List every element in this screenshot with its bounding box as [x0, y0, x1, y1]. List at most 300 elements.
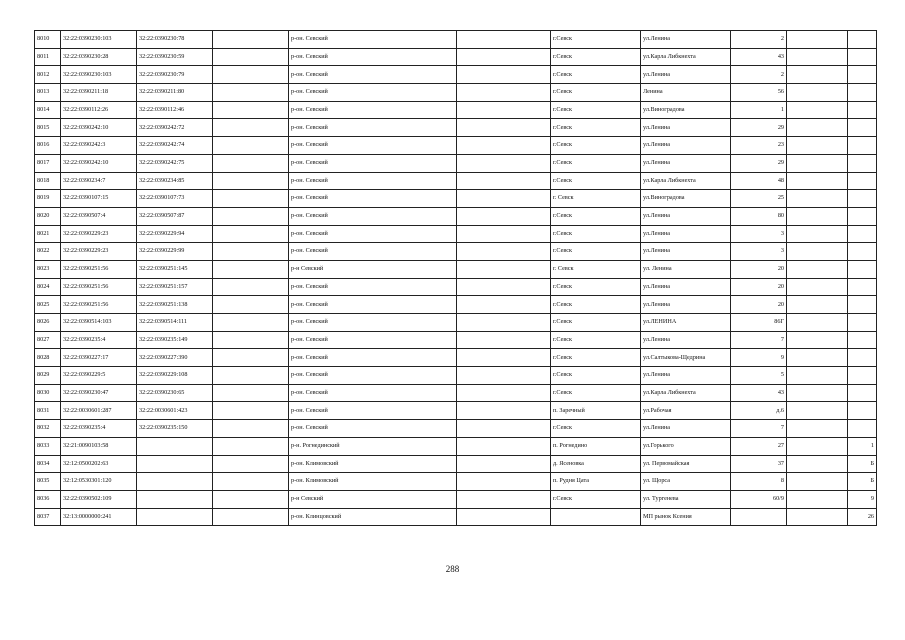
cell-blank-column-3: [787, 278, 848, 296]
cell-blank-column-3: [787, 207, 848, 225]
table-row: [35, 349, 877, 367]
cell-cadastral-number: 32:22:0390230:47: [61, 384, 137, 402]
cell-blank-column: [213, 207, 289, 225]
cell-object-cadastral-number: 32:22:0390230:65: [137, 384, 213, 402]
cell-extra-number: [848, 331, 877, 349]
cell-cadastral-number: 32:12:0500202:63: [61, 455, 137, 473]
cell-extra-number: Б: [848, 473, 877, 491]
cell-object-cadastral-number: 32:22:0390242:74: [137, 137, 213, 155]
cell-blank-column: [213, 420, 289, 438]
cell-blank-column-2: [457, 402, 551, 420]
cell-street: ул.Ленина: [641, 296, 731, 314]
cell-blank-column-3: [787, 48, 848, 66]
cell-cadastral-number: 32:22:0390507:4: [61, 207, 137, 225]
cell-object-cadastral-number: 32:22:0390230:59: [137, 48, 213, 66]
cell-extra-number: [848, 349, 877, 367]
cell-street: ул.Ленина: [641, 31, 731, 49]
cell-blank-column-3: [787, 101, 848, 119]
cell-extra-number: [848, 119, 877, 137]
cell-extra-number: [848, 278, 877, 296]
cell-cadastral-number: 32:22:0390229:5: [61, 367, 137, 385]
cell-row-number: 8020: [35, 207, 61, 225]
cell-object-cadastral-number: 32:22:0390211:80: [137, 84, 213, 102]
cell-district: р-он. Севский: [289, 367, 457, 385]
cell-blank-column-3: [787, 66, 848, 84]
cell-blank-column-3: [787, 331, 848, 349]
cell-district: р-он. Севский: [289, 119, 457, 137]
cell-street: ул.Ленина: [641, 225, 731, 243]
cell-blank-column: [213, 119, 289, 137]
cell-locality: г. Севск: [551, 260, 641, 278]
cell-blank-column-2: [457, 455, 551, 473]
cell-row-number: 8029: [35, 367, 61, 385]
cell-locality: г. Севск: [551, 190, 641, 208]
cell-house-number: 9: [731, 349, 787, 367]
cell-locality: п. Рудня Цата: [551, 473, 641, 491]
cell-row-number: 8036: [35, 490, 61, 508]
cell-blank-column-2: [457, 349, 551, 367]
cell-house-number: 48: [731, 172, 787, 190]
table-row: [35, 101, 877, 119]
cell-blank-column: [213, 154, 289, 172]
cell-object-cadastral-number: 32:22:0390507:87: [137, 207, 213, 225]
cell-blank-column: [213, 84, 289, 102]
cell-blank-column-3: [787, 296, 848, 314]
cell-object-cadastral-number: 32:22:0390242:75: [137, 154, 213, 172]
cell-cadastral-number: 32:22:0390230:103: [61, 66, 137, 84]
cell-street: Ленина: [641, 84, 731, 102]
cell-cadastral-number: 32:22:0390230:103: [61, 31, 137, 49]
cell-blank-column: [213, 490, 289, 508]
cell-district: р-он. Севский: [289, 101, 457, 119]
cell-blank-column: [213, 455, 289, 473]
cell-street: ул.Ленина: [641, 420, 731, 438]
cell-cadastral-number: 32:22:0390235:4: [61, 331, 137, 349]
table-row: [35, 243, 877, 261]
cell-blank-column-2: [457, 473, 551, 491]
cell-cadastral-number: 32:22:0390235:4: [61, 420, 137, 438]
cell-house-number: 56: [731, 84, 787, 102]
cell-blank-column: [213, 260, 289, 278]
cell-row-number: 8019: [35, 190, 61, 208]
cell-extra-number: [848, 66, 877, 84]
cell-street: ул.ЛЕНИНА: [641, 314, 731, 332]
cell-locality: г.Севск: [551, 243, 641, 261]
cell-blank-column-3: [787, 225, 848, 243]
cell-locality: г.Севск: [551, 48, 641, 66]
cell-blank-column-2: [457, 31, 551, 49]
cell-house-number: 86Г: [731, 314, 787, 332]
cell-street: ул. Щорса: [641, 473, 731, 491]
cell-blank-column-3: [787, 349, 848, 367]
cell-row-number: 8034: [35, 455, 61, 473]
cell-cadastral-number: 32:22:0390227:17: [61, 349, 137, 367]
cell-blank-column-2: [457, 48, 551, 66]
cell-extra-number: [848, 260, 877, 278]
cell-blank-column-3: [787, 119, 848, 137]
cell-district: р-он. Севский: [289, 296, 457, 314]
cell-row-number: 8027: [35, 331, 61, 349]
cell-locality: д. Ясеновка: [551, 455, 641, 473]
table-row: [35, 367, 877, 385]
cell-house-number: 2: [731, 66, 787, 84]
cell-district: р-он. Севский: [289, 402, 457, 420]
cell-blank-column: [213, 137, 289, 155]
table-row: [35, 331, 877, 349]
cell-object-cadastral-number: 32:22:0390235:149: [137, 331, 213, 349]
cell-row-number: 8025: [35, 296, 61, 314]
cell-extra-number: [848, 154, 877, 172]
cell-street: ул.Ленина: [641, 243, 731, 261]
cell-street: ул.Виноградова: [641, 190, 731, 208]
cell-row-number: 8024: [35, 278, 61, 296]
cell-blank-column-3: [787, 84, 848, 102]
page-number: 288: [445, 564, 460, 574]
cell-object-cadastral-number: 32:22:0390107:73: [137, 190, 213, 208]
cell-extra-number: [848, 243, 877, 261]
cell-object-cadastral-number: 32:22:0390251:138: [137, 296, 213, 314]
cell-extra-number: [848, 402, 877, 420]
cell-blank-column-2: [457, 190, 551, 208]
cell-house-number: 25: [731, 190, 787, 208]
cell-street: ул.Виноградова: [641, 101, 731, 119]
cell-extra-number: [848, 314, 877, 332]
cell-street: ул.Карла Либкнехта: [641, 172, 731, 190]
cell-blank-column: [213, 172, 289, 190]
cell-cadastral-number: 32:22:0390251:56: [61, 296, 137, 314]
cell-extra-number: 26: [848, 508, 877, 526]
cell-locality: г.Севск: [551, 154, 641, 172]
table-row: [35, 154, 877, 172]
cell-house-number: 20: [731, 278, 787, 296]
cell-blank-column: [213, 66, 289, 84]
cell-locality: г.Севск: [551, 172, 641, 190]
cell-blank-column: [213, 101, 289, 119]
cell-blank-column-2: [457, 420, 551, 438]
cell-row-number: 8037: [35, 508, 61, 526]
cell-locality: г.Севск: [551, 349, 641, 367]
cell-blank-column-2: [457, 137, 551, 155]
cell-street: ул.Салтыкова-Щедрина: [641, 349, 731, 367]
cell-district: р-он. Севский: [289, 349, 457, 367]
cell-district: р-он. Севский: [289, 331, 457, 349]
cell-house-number: 23: [731, 137, 787, 155]
table-row: [35, 48, 877, 66]
cell-house-number: 8: [731, 473, 787, 491]
cell-locality: п. Заречный: [551, 402, 641, 420]
cell-extra-number: [848, 296, 877, 314]
cell-cadastral-number: 32:22:0390242:10: [61, 154, 137, 172]
cell-row-number: 8010: [35, 31, 61, 49]
cell-blank-column-2: [457, 225, 551, 243]
cell-blank-column-2: [457, 314, 551, 332]
cell-blank-column-2: [457, 84, 551, 102]
cell-object-cadastral-number: 32:22:0390251:157: [137, 278, 213, 296]
cell-locality: г.Севск: [551, 367, 641, 385]
cell-row-number: 8012: [35, 66, 61, 84]
cell-object-cadastral-number: 32:22:0390229:94: [137, 225, 213, 243]
cell-house-number: 5: [731, 367, 787, 385]
cell-blank-column-3: [787, 402, 848, 420]
cell-extra-number: Б: [848, 455, 877, 473]
cell-blank-column-2: [457, 296, 551, 314]
cell-locality: г.Севск: [551, 384, 641, 402]
cell-district: р-он. Севский: [289, 137, 457, 155]
cell-district: р-н Севский: [289, 490, 457, 508]
cell-row-number: 8016: [35, 137, 61, 155]
cell-house-number: д.6: [731, 402, 787, 420]
cell-district: р-он. Севский: [289, 172, 457, 190]
cell-blank-column: [213, 190, 289, 208]
cell-object-cadastral-number: 32:22:0390251:145: [137, 260, 213, 278]
cell-district: р-он. Клинцовский: [289, 508, 457, 526]
cell-district: р-он. Севский: [289, 314, 457, 332]
cell-district: р-он. Севский: [289, 84, 457, 102]
cell-blank-column: [213, 243, 289, 261]
cell-district: р-он. Севский: [289, 384, 457, 402]
cell-object-cadastral-number: 32:22:0390230:79: [137, 66, 213, 84]
cell-district: р-он. Климовский: [289, 455, 457, 473]
cell-extra-number: [848, 137, 877, 155]
cell-object-cadastral-number: 32:22:0390242:72: [137, 119, 213, 137]
cell-cadastral-number: 32:22:0390229:23: [61, 225, 137, 243]
cell-locality: г.Севск: [551, 331, 641, 349]
cell-street: ул.Карла Либкнехта: [641, 48, 731, 66]
cell-blank-column: [213, 31, 289, 49]
register-table: [34, 30, 877, 526]
cell-locality: г.Севск: [551, 278, 641, 296]
cell-blank-column-3: [787, 508, 848, 526]
cell-blank-column: [213, 331, 289, 349]
cell-street: ул. Тургенева: [641, 490, 731, 508]
cell-blank-column-2: [457, 508, 551, 526]
cell-blank-column-2: [457, 331, 551, 349]
table-row: [35, 137, 877, 155]
cell-extra-number: 9: [848, 490, 877, 508]
cell-district: р-он. Севский: [289, 225, 457, 243]
cell-extra-number: [848, 420, 877, 438]
cell-object-cadastral-number: 32:22:0390230:78: [137, 31, 213, 49]
cell-district: р-он. Севский: [289, 48, 457, 66]
cell-row-number: 8018: [35, 172, 61, 190]
cell-extra-number: [848, 84, 877, 102]
cell-house-number: 7: [731, 420, 787, 438]
cell-object-cadastral-number: 32:22:0030601:423: [137, 402, 213, 420]
cell-object-cadastral-number: [137, 508, 213, 526]
cell-row-number: 8030: [35, 384, 61, 402]
cell-street: ул.Карла Либкнехта: [641, 384, 731, 402]
cell-extra-number: 1: [848, 437, 877, 455]
cell-locality: г.Севск: [551, 420, 641, 438]
cell-district: р-он. Севский: [289, 278, 457, 296]
cell-blank-column-2: [457, 154, 551, 172]
cell-house-number: 29: [731, 154, 787, 172]
cell-blank-column-2: [457, 172, 551, 190]
cell-cadastral-number: 32:22:0390234:7: [61, 172, 137, 190]
cell-district: р-он. Севский: [289, 243, 457, 261]
cell-row-number: 8013: [35, 84, 61, 102]
cell-row-number: 8014: [35, 101, 61, 119]
cell-extra-number: [848, 48, 877, 66]
table-row: [35, 31, 877, 49]
cell-blank-column: [213, 384, 289, 402]
cell-blank-column: [213, 508, 289, 526]
cell-locality: п. Рогнедино: [551, 437, 641, 455]
cell-cadastral-number: 32:22:0390242:3: [61, 137, 137, 155]
cell-blank-column-2: [457, 119, 551, 137]
cell-house-number: 3: [731, 243, 787, 261]
cell-blank-column: [213, 225, 289, 243]
cell-house-number: 29: [731, 119, 787, 137]
cell-row-number: 8011: [35, 48, 61, 66]
cell-cadastral-number: 32:22:0390251:56: [61, 260, 137, 278]
cell-blank-column-3: [787, 455, 848, 473]
cell-cadastral-number: 32:22:0390251:56: [61, 278, 137, 296]
cell-row-number: 8031: [35, 402, 61, 420]
cell-blank-column: [213, 349, 289, 367]
cell-district: р-он. Севский: [289, 190, 457, 208]
cell-object-cadastral-number: 32:22:0390235:150: [137, 420, 213, 438]
cell-street: ул.Ленина: [641, 137, 731, 155]
cell-blank-column: [213, 278, 289, 296]
cell-blank-column-3: [787, 437, 848, 455]
table-row: [35, 260, 877, 278]
cell-cadastral-number: 32:13:0000000:241: [61, 508, 137, 526]
cell-row-number: 8028: [35, 349, 61, 367]
cell-blank-column-2: [457, 367, 551, 385]
cell-cadastral-number: 32:22:0390112:26: [61, 101, 137, 119]
table-row: [35, 402, 877, 420]
cell-cadastral-number: 32:22:0390211:18: [61, 84, 137, 102]
cell-blank-column-3: [787, 420, 848, 438]
cell-object-cadastral-number: 32:22:0390229:99: [137, 243, 213, 261]
cell-street: ул.Горького: [641, 437, 731, 455]
cell-blank-column-2: [457, 243, 551, 261]
cell-blank-column-2: [457, 437, 551, 455]
cell-house-number: 80: [731, 207, 787, 225]
cell-blank-column-3: [787, 490, 848, 508]
cell-blank-column-3: [787, 137, 848, 155]
cell-extra-number: [848, 172, 877, 190]
cell-blank-column: [213, 402, 289, 420]
cell-cadastral-number: 32:21:0090103:58: [61, 437, 137, 455]
cell-district: р-он. Климовский: [289, 473, 457, 491]
cell-locality: г.Севск: [551, 137, 641, 155]
cell-blank-column: [213, 473, 289, 491]
cell-blank-column-3: [787, 172, 848, 190]
cell-row-number: 8032: [35, 420, 61, 438]
cell-extra-number: [848, 384, 877, 402]
cell-blank-column-2: [457, 278, 551, 296]
cell-blank-column-2: [457, 260, 551, 278]
cell-blank-column: [213, 296, 289, 314]
cell-district: р-он. Севский: [289, 420, 457, 438]
cell-house-number: 43: [731, 48, 787, 66]
cell-locality: г.Севск: [551, 31, 641, 49]
cell-object-cadastral-number: 32:22:0390227:390: [137, 349, 213, 367]
cell-district: р-он. Севский: [289, 154, 457, 172]
cell-row-number: 8017: [35, 154, 61, 172]
cell-extra-number: [848, 101, 877, 119]
cell-district: р-он. Севский: [289, 66, 457, 84]
cell-locality: г.Севск: [551, 207, 641, 225]
cell-cadastral-number: 32:22:0390229:23: [61, 243, 137, 261]
cell-locality: [551, 508, 641, 526]
table-row: [35, 508, 877, 526]
cell-blank-column: [213, 437, 289, 455]
cell-street: ул.Ленина: [641, 207, 731, 225]
table-row: [35, 384, 877, 402]
cell-district: р-н Севский: [289, 260, 457, 278]
cell-blank-column-3: [787, 367, 848, 385]
cell-street: ул.Ленина: [641, 154, 731, 172]
table-row: [35, 420, 877, 438]
cell-object-cadastral-number: [137, 455, 213, 473]
cell-house-number: 7: [731, 331, 787, 349]
cell-object-cadastral-number: 32:22:0390514:111: [137, 314, 213, 332]
cell-extra-number: [848, 225, 877, 243]
cell-house-number: 43: [731, 384, 787, 402]
cell-blank-column: [213, 367, 289, 385]
cell-object-cadastral-number: 32:22:0390234:85: [137, 172, 213, 190]
cell-blank-column-3: [787, 314, 848, 332]
table-row: [35, 490, 877, 508]
cell-blank-column-2: [457, 66, 551, 84]
cell-house-number: 1: [731, 101, 787, 119]
cell-street: ул.Ленина: [641, 278, 731, 296]
cell-blank-column: [213, 314, 289, 332]
cell-house-number: 2: [731, 31, 787, 49]
table-row: [35, 278, 877, 296]
cell-extra-number: [848, 190, 877, 208]
cell-blank-column-3: [787, 260, 848, 278]
cell-street: ул. Ленина: [641, 260, 731, 278]
table-row: [35, 473, 877, 491]
cell-street: ул.Ленина: [641, 367, 731, 385]
cell-extra-number: [848, 207, 877, 225]
cell-locality: г.Севск: [551, 296, 641, 314]
cell-blank-column-3: [787, 384, 848, 402]
cell-street: ул.Ленина: [641, 331, 731, 349]
cell-blank-column-3: [787, 243, 848, 261]
cell-cadastral-number: 32:22:0390107:15: [61, 190, 137, 208]
cell-house-number: 60/9: [731, 490, 787, 508]
cell-locality: г.Севск: [551, 225, 641, 243]
cell-blank-column-3: [787, 473, 848, 491]
cell-blank-column-2: [457, 490, 551, 508]
cell-object-cadastral-number: [137, 473, 213, 491]
cell-blank-column-2: [457, 207, 551, 225]
cell-blank-column-3: [787, 154, 848, 172]
cell-extra-number: [848, 367, 877, 385]
cell-locality: г.Севск: [551, 314, 641, 332]
cell-street: МП рынок Ксения: [641, 508, 731, 526]
cell-house-number: [731, 508, 787, 526]
cell-district: р-он. Севский: [289, 207, 457, 225]
cell-blank-column-3: [787, 31, 848, 49]
cell-object-cadastral-number: 32:22:0390112:46: [137, 101, 213, 119]
cell-district: р-он. Севский: [289, 31, 457, 49]
cell-blank-column: [213, 48, 289, 66]
cell-row-number: 8026: [35, 314, 61, 332]
cell-cadastral-number: 32:22:0390242:10: [61, 119, 137, 137]
cell-blank-column-2: [457, 101, 551, 119]
cell-cadastral-number: 32:22:0030601:287: [61, 402, 137, 420]
cell-cadastral-number: 32:22:0390514:103: [61, 314, 137, 332]
cell-row-number: 8015: [35, 119, 61, 137]
table-row: [35, 207, 877, 225]
cell-extra-number: [848, 31, 877, 49]
